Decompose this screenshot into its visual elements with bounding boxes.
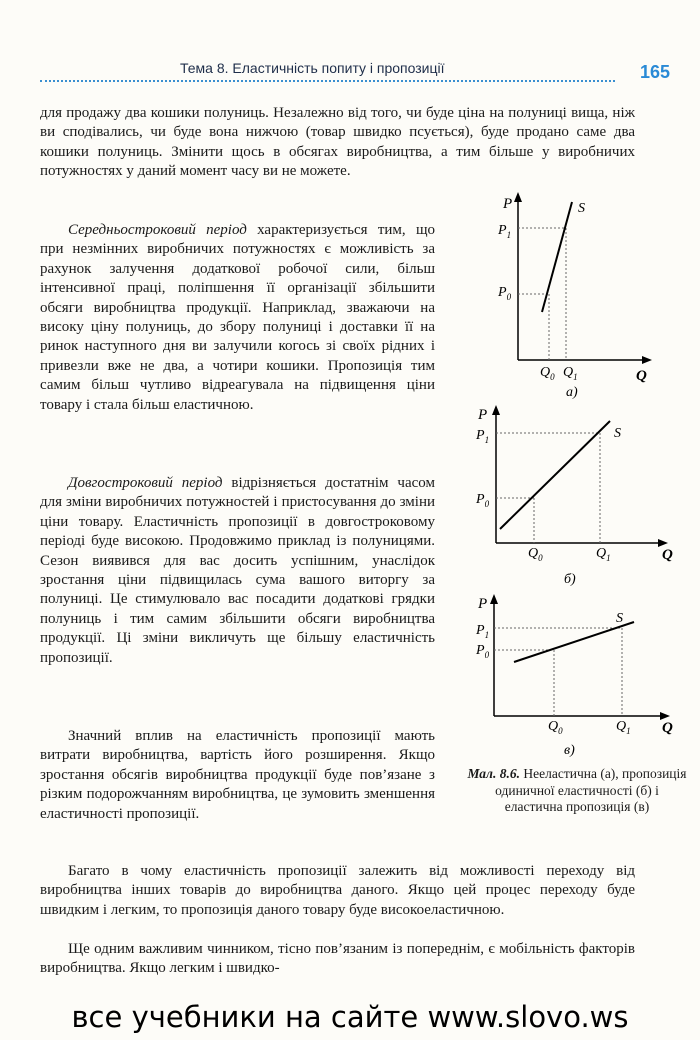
term-medium: Середньостроковий період: [68, 222, 247, 238]
graph-b-label-q0: $Q_0$: [528, 546, 543, 563]
figure-label: Мал. 8.6.: [467, 766, 520, 781]
figure-caption-text: Нееластична (а), пропозиція одиничної еластичності (б) і еластична пропозиція (в): [495, 766, 687, 814]
paragraph-switching: Багато в чому еластичність пропозиції залежить від можливості переходу від виробництва інших товарів до виробництва даного. Якщо цей процес переходу буде швидким і легким, то пропозиція даного товару буде високоеластичною.: [40, 863, 635, 918]
graph-a-arrow-q: [642, 356, 652, 364]
graph-a-label-q0: $Q_0$: [540, 365, 555, 382]
graph-b-caption: б): [564, 572, 576, 587]
paragraph-mobility: Ще одним важливим чинником, тісно пов’язаним із попереднім, є мобільність факторів виробництва. Якщо легким і швидко-: [40, 941, 635, 977]
graph-b-label-s: S: [614, 426, 621, 441]
figure-caption: [466, 766, 688, 816]
paragraph-costs: Значний вплив на еластичність пропозиції мають витрати виробництва, вартість його розширення. Якщо зростання обсягів виробництва продукції буде пов’язане з різким подорожчанням виробництва, це зумовить зменшення еластичності пропозиції.: [40, 728, 435, 822]
graph-c-label-q1: $Q_1$: [616, 719, 631, 736]
graph-a-label-s: S: [578, 201, 585, 216]
paragraph-medium-term: Середньостроковий період характеризується тим, що при незмінних виробничих потужностях є можливість за рахунок залучення додаткової робочої сили, більш інтенсивної праці, поліпшення її організації збільшити обсяги виробництва продукції. Наприклад, зважаючи на високу ціну полуниць, до збору полуниці і доставки її на ринок наступного дня ви залучили когось зі своїх рідних і привезли вже не два, а чотири кошики. Пропозиція тим самим більш чутливо відреагувала на підвищення ціни товару і стала більш еластичною.: [40, 222, 435, 413]
graph-c-arrow-q: [660, 712, 670, 720]
graph-c-label-p0: $P_0$: [476, 643, 490, 660]
footer-watermark-text: все учебники на сайте www.slovo.ws: [71, 1000, 629, 1034]
page-header: [40, 58, 680, 88]
graph-c-arrow-p: [490, 594, 498, 604]
graph-b-svg: [456, 405, 686, 590]
graph-a-label-q: Q: [636, 368, 647, 384]
graph-a-svg: [460, 190, 690, 405]
chapter-title: Тема 8. Еластичність попиту і пропозиції: [180, 60, 445, 76]
page-number: 165: [640, 62, 671, 82]
graph-a-label-p: P: [503, 196, 513, 212]
graph-c-label-p: P: [478, 596, 488, 612]
graph-c-label-q0: $Q_0$: [548, 719, 563, 736]
graph-a-label-p1: $P_1$: [498, 223, 512, 240]
graph-elastic: [456, 594, 686, 764]
graph-a-supply-curve: [542, 202, 572, 312]
graph-c-svg: [456, 594, 686, 759]
graph-inelastic: [460, 190, 690, 410]
graph-a-label-p0: $P_0$: [498, 285, 512, 302]
graph-c-label-q: Q: [662, 720, 673, 736]
graph-b-supply-curve: [500, 421, 610, 529]
graph-c-label-p1: $P_1$: [476, 623, 490, 640]
graph-a-arrow-p: [514, 192, 522, 202]
graph-b-label-q: Q: [662, 547, 673, 563]
graph-c-caption: в): [564, 743, 575, 758]
paragraph-intro: для продажу два кошики полуниць. Незалежно від того, чи буде ціна на полуниці вища, ніж ви сподівались, чи буде вона нижчою (товар швидко псується), буде продано саме два кошики полуниць. Змінити щось в обсягах виробництва, а тим більше у виробничих потужностях у даний момент часу ви не можете.: [40, 105, 635, 180]
graph-b-label-p0: $P_0$: [476, 492, 490, 509]
graph-b-label-p1: $P_1$: [476, 428, 490, 445]
graph-b-label-q1: $Q_1$: [596, 546, 611, 563]
paragraph-long-term: Довгостроковий період відрізняється достатнім часом для зміни виробничих потужностей і пристосування до зміни ціни товару. Еластичність пропозиції в довгостроковому періоді буде високою. Продовжимо приклад із полуницями. Сезон виявився для вас досить успішним, унаслідок зростання ціни підвищилась сума вашого виторгу за полуниці. Це стимулювало вас посадити додаткові грядки полуниць і тим самим збільшити обсяги виробництва продукції. Ці зміни викличуть ще більшу еластичність пропозиції.: [40, 475, 435, 666]
graph-b-arrow-p: [492, 405, 500, 415]
graph-a-caption: а): [566, 385, 578, 400]
graph-unit-elastic: [456, 405, 686, 595]
graph-b-arrow-q: [658, 539, 668, 547]
graph-b-label-p: P: [478, 407, 488, 423]
header-dotted-rule: [40, 80, 615, 82]
term-long: Довгостроковий період: [68, 475, 223, 491]
graph-c-label-s: S: [616, 611, 623, 626]
graph-a-label-q1: $Q_1$: [563, 365, 578, 382]
